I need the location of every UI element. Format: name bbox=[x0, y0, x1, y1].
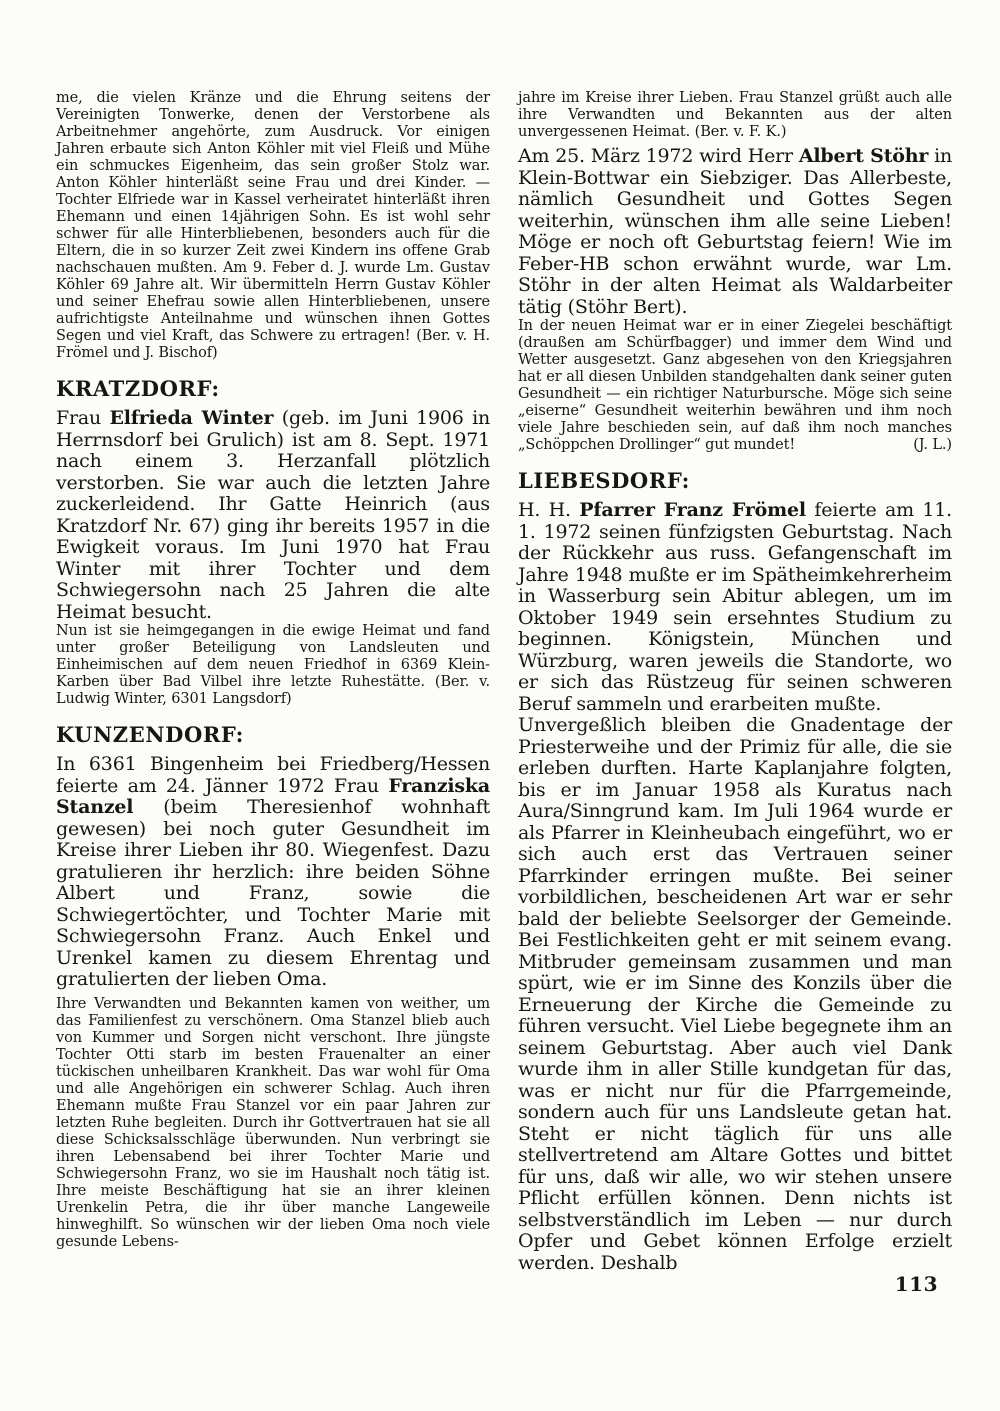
paragraph-stoehr-note bbox=[518, 318, 952, 454]
text-segment: In 6361 Bingenheim bei Friedberg/Hessen feierte am 24. Jänner 1972 Frau bbox=[56, 753, 490, 797]
page-number: 113 bbox=[894, 1272, 938, 1296]
text-segment: (geb. im Juni 1906 in Herrnsdorf bei Grulich) ist am 8. Sept. 1971 nach einem 3. Herzanfall plötzlich verstorben. Sie war auch die letzten Jahre zuckerleidend. Ihr Gatte Heinrich (aus Kratzdorf Nr. 67) ging ihr bereits 1957 in die Ewigkeit voraus. Im Juni 1970 hat Frau Winter mit ihrer Tochter und dem Schwiegersohn nach 25 Jahren die alte Heimat besucht. bbox=[56, 407, 491, 623]
name-franziska-stanzel: Franziska Stanzel bbox=[56, 774, 490, 818]
section-heading-liebesdorf: LIEBESDORF: bbox=[518, 468, 690, 493]
text-segment: H. H. bbox=[518, 499, 580, 521]
paragraph-froemel-tribute: Unvergeßlich bleiben die Gnadentage der Priesterweihe und der Primiz für alle, die sie erleben durften. Harte Kaplanjahre folgten, bis er im Januar 1958 als Kuratus nach Aura/Sinngrund kam. Im Juli 1964 wurde er als Pfarrer in Kleinheubach eingeführt, wo er sich auch erst das Vertrauen seiner Pfarrkinder erringen mußte. Bei seiner vorbildlichen, bescheidenen Art war er sehr bald der beliebte Seelsorger der Gemeinde. Bei Festlichkeiten geht er mit seinem evang. Mitbruder gemeinsam zusammen und man spürt, wie er im Sinne des Konzils über die Erneuerung der Kirche die Gemeinde zu führen versucht. Viel Liebe begegnete ihm an seinem Geburtstag. Aber auch viel Dank wurde ihm in aller Stille kundgetan für das, was er nicht nur für die Pfarrgemeinde, sondern auch für uns Landsleute getan hat. Steht er nicht täglich für uns alle stellvertretend am Altare Gottes und bittet für uns, daß wir alle, wo wir stehen unsere Pflicht erfüllen können. Denn nichts ist selbstverständlich im Leben — nur durch Opfer und Gebet können Erfolge erzielt werden. Deshalb bbox=[518, 714, 952, 1274]
right-column bbox=[518, 90, 952, 1274]
left-column bbox=[56, 90, 490, 1274]
paragraph-kratzdorf-burial-note: Nun ist sie heimgegangen in die ewige Heimat und fand unter großer Beteiligung von Landsleuten und Einheimischen auf dem neuen Friedhof in 6369 Klein-Karben über Bad Vilbel ihre letzte Ruhestätte. (Ber. v. Ludwig Winter, 6301 Langsdorf) bbox=[56, 623, 490, 707]
paragraph-kunzendorf-stanzel-birthday bbox=[56, 754, 490, 991]
text-segment: feierte am 11. 1. 1972 seinen fünfzigsten Geburtstag. Nach der Rückkehr aus russ. Gefangenschaft im Jahre 1948 mußte er im Spätheimkehrerheim in Wasserburg sein Abitur ablegen, um im Oktober 1949 sein ersehntes Studium zu beginnen. Königstein, München und Würzburg, waren jeweils die Standorte, wo er sich das Rüstzeug für seinen schweren Beruf sammeln und erarbeiten mußte. bbox=[518, 499, 952, 715]
name-albert-stoehr: Albert Stöhr bbox=[798, 145, 929, 167]
name-elfrieda-winter: Elfrieda Winter bbox=[109, 407, 274, 429]
paragraph-froemel-birthday bbox=[518, 500, 952, 715]
text-segment: (beim Theresienhof wohnhaft gewesen) bei noch guter Gesundheit im Kreise ihrer Lieben ihr 80. Wiegenfest. Dazu gratulieren ihr herzlich: ihre beiden Söhne Albert und Franz, sowie die Schwiegertöchter, und Tochter Marie mit Schwiegersohn Franz. Auch Enkel und Urenkel kamen zu diesem Ehrentag und gratulierten der lieben Oma. bbox=[56, 796, 490, 990]
reporter-initials: (J. L.) bbox=[913, 437, 952, 453]
paragraph-koehler-obituary-continuation: me, die vielen Kränze und die Ehrung seitens der Vereinigten Tonwerke, denen der Verstorbene als Arbeitnehmer angehörte, zum Ausdruck. Vor einigen Jahren erbaute sich Anton Köhler mit viel Fleiß und Mühe ein schmuckes Eigenheim, das sein großer Stolz war. Anton Köhler hinterläßt seine Frau und drei Kinder. — Tochter Elfriede war in Kassel verheiratet hinterläßt ihren Ehemann und einen 14jährigen Sohn. Es ist wohl sehr schwer für alle Hinterbliebenen, besonders auch für die Eltern, die in so kurzer Zeit zwei Kindern ins offene Grab nachschauen mußten. Am 9. Feber d. J. wurde Lm. Gustav Köhler 69 Jahre alt. Wir übermitteln Herrn Gustav Köhler und seiner Ehefrau sowie allen Hinterbliebenen, unsere aufrichtigste Anteilnahme und wünschen ihnen Gottes Segen und viel Kraft, das Schwere zu ertragen! (Ber. v. H. Frömel und J. Bischof) bbox=[56, 90, 490, 361]
section-heading-kunzendorf: KUNZENDORF: bbox=[56, 722, 245, 747]
text-segment: Frau bbox=[56, 407, 110, 429]
text-segment: Am 25. März 1972 wird Herr bbox=[518, 145, 799, 167]
paragraph-kunzendorf-continuation: jahre im Kreise ihrer Lieben. Frau Stanzel grüßt auch alle ihre Verwandten und Bekannten aus der alten unvergessenen Heimat. (Ber. v. F. K.) bbox=[518, 90, 952, 140]
paragraph-kratzdorf-winter-obituary bbox=[56, 408, 490, 623]
name-pfarrer-franz-froemel: Pfarrer Franz Frömel bbox=[579, 499, 806, 521]
paragraph-stoehr-birthday bbox=[518, 146, 952, 318]
section-heading-kratzdorf: KRATZDORF: bbox=[56, 376, 220, 401]
paragraph-kunzendorf-family-note: Ihre Verwandten und Bekannten kamen von weither, um das Familienfest zu verschönern. Oma Stanzel blieb auch von Kummer und Sorgen nicht verschont. Ihre jüngste Tochter Otti starb im besten Frauenalter an einer tückischen unheilbaren Krankheit. Das war wohl für Oma und alle Angehörigen ein schwerer Schlag. Auch ihren Ehemann mußte Frau Stanzel vor ein paar Jahren zur letzten Ruhe begleiten. Durch ihr Gottvertrauen hat sie all diese Schicksalsschläge überwunden. Nun verbringt sie ihren Lebensabend bei ihrer Tochter Marie und Schwiegersohn Franz, wo sie im Haushalt noch tätig ist. Ihre meiste Beschäftigung hat sie an ihrer kleinen Urenkelin Petra, die ihr über manche Langeweile hinweghilft. So wünschen wir der lieben Oma noch viele gesunde Lebens- bbox=[56, 995, 490, 1250]
text-segment: In der neuen Heimat war er in einer Ziegelei beschäftigt (draußen am Schürfbagger) und immer dem Wind und Wetter ausgesetzt. Ganz abgesehen von den Kriegsjahren hat er all diesen Unbilden standgehalten dank seiner guten Gesundheit — ein richtiger Naturbursche. Möge sich seine „eiserne“ Gesundheit weiterhin bewähren und ihm noch viele Jahre beschieden sein, auf daß ihm noch manches „Schöppchen Drollinger“ gut mundet! bbox=[518, 318, 952, 453]
text-segment: in Klein-Bottwar ein Siebziger. Das Allerbeste, nämlich Gesundheit und Gottes Segen weiterhin, wünschen ihm alle seine Lieben! Möge er noch oft Geburtstag feiern! Wie im Feber-HB schon erwähnt wurde, war Lm. Stöhr in der alten Heimat als Waldarbeiter tätig (Stöhr Bert). bbox=[518, 145, 952, 318]
